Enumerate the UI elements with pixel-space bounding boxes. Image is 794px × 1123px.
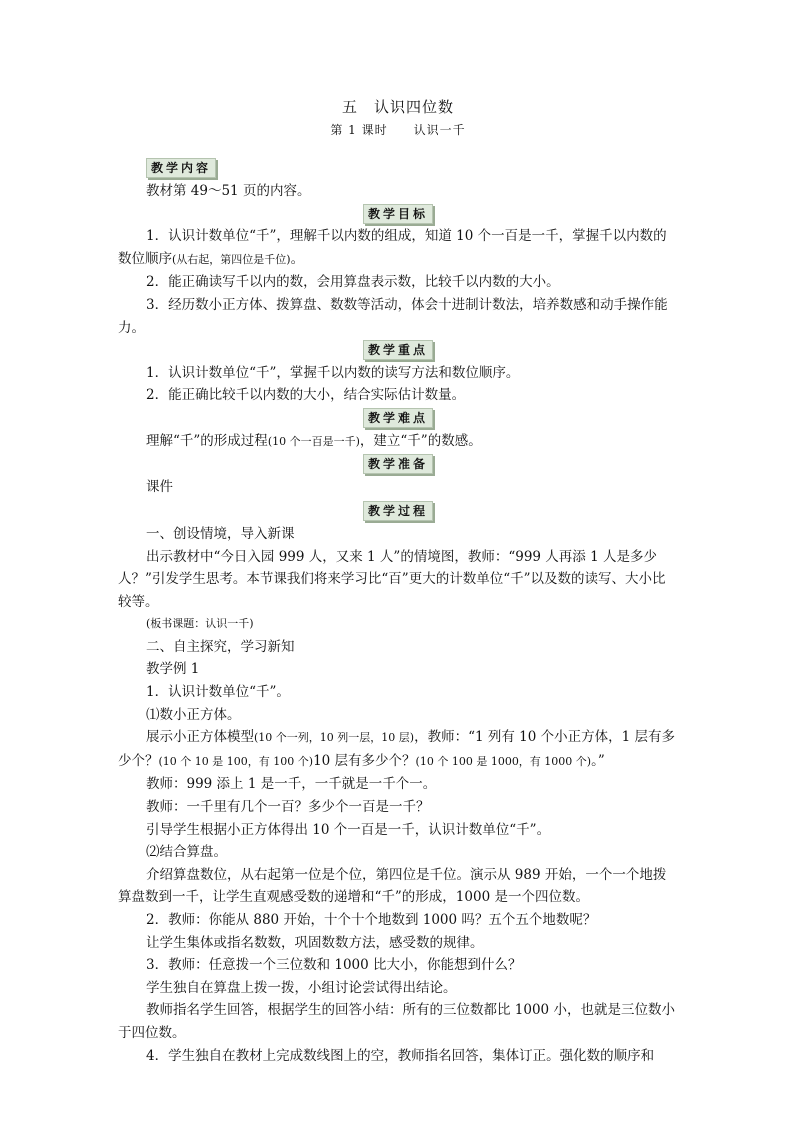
section-label-preparation: 教学准备 — [363, 454, 433, 474]
item-2-text: 让学生集体或指名数数，巩固数数方法，感受数的规律。 — [146, 934, 484, 951]
preparation-text: 课件 — [146, 478, 173, 495]
sub-item-2: ⑵结合算盘。 — [146, 844, 227, 861]
key-point-1: 1．认识计数单位“千”，掌握千以内数的读写方法和数位顺序。 — [146, 364, 520, 381]
item-2: 2．教师：你能从 880 开始，十个十个地数到 1000 吗？五个五个地数呢？ — [146, 912, 597, 928]
step-2-title: 二、自主探究，学习新知 — [146, 638, 295, 655]
teacher-line-1: 教师：999 添上 1 是一千，一千就是一千个一。 — [146, 776, 437, 793]
example-heading: 教学例 1 — [146, 661, 200, 678]
goal-1: 1．认识计数单位“千”，理解千以内数的组成，知道 10 个一百是一千，掌握千以内数的数位顺序(从右起，第四位是千位)。 — [118, 228, 667, 267]
section-label-difficulty: 教学难点 — [363, 408, 433, 428]
teacher-line-2: 教师：一千里有几个一百？多少个一百是一千？ — [146, 799, 430, 816]
sub-item-1: ⑴数小正方体。 — [146, 706, 241, 723]
goal-3: 3．经历数小正方体、拨算盘、数数等活动，体会十进制计数法，培养数感和动手操作能力。 — [118, 296, 668, 336]
step-1-title: 一、创设情境，导入新课 — [146, 525, 295, 542]
goal-2: 2．能正确读写千以内的数，会用算盘表示数，比较千以内数的大小。 — [146, 274, 560, 291]
section-label-key-points: 教学重点 — [363, 340, 433, 360]
difficulty-text: 理解“千”的形成过程(10 个一百是一千)，建立“千”的数感。 — [146, 432, 482, 449]
content-text: 教材第 49～51 页的内容。 — [146, 183, 311, 199]
item-1: 1．认识计数单位“千”。 — [146, 684, 290, 701]
lesson-plan — [118, 96, 678, 1067]
lesson-subtitle: 第 1 课时 认识一千 — [330, 123, 466, 137]
item-3-text: 学生独自在算盘上拨一拨，小组讨论尝试得出结论。 — [146, 979, 457, 996]
section-label-goals: 教学目标 — [363, 204, 433, 224]
section-label-process: 教学过程 — [363, 501, 433, 521]
step-1-text: 出示教材中“今日入园 999 人，又来 1 人”的情境图，教师：“999 人再添 1 人是多少人？”引发学生思考。本节课我们将来学习比“百”更大的计数单位“千”以及数的读写、大小比较等。 — [118, 548, 666, 610]
key-point-2: 2．能正确比较千以内数的大小，结合实际估计数量。 — [146, 387, 466, 404]
page-title: 五 认识四位数 — [341, 98, 454, 116]
sub-item-1-text: 展示小正方体模型(10 个一列，10 列一层，10 层)，教师：“1 列有 10 个小正方体，1 层有多少个？(10 个 10 是 100，有 100 个)10 层有多少个？(10 个 100 是 1000，有 1000 个)。” — [118, 729, 676, 769]
guide-text: 引导学生根据小正方体得出 10 个一百是一千，认识计数单位“千”。 — [146, 821, 551, 838]
sub-item-2-text: 介绍算盘数位，从右起第一位是个位，第四位是千位。演示从 989 开始，一个一个地拨算盘数到一千，让学生直观感受数的递增和“千”的形成，1000 是一个四位数。 — [118, 866, 667, 906]
item-3-summary: 教师指名学生回答，根据学生的回答小结：所有的三位数都比 1000 小，也就是三位数小于四位数。 — [118, 1002, 675, 1041]
item-3: 3．教师：任意拨一个三位数和 1000 比大小，你能想到什么？ — [146, 957, 522, 974]
difficulty-note: (10 个一百是一千) — [267, 434, 360, 448]
section-label-content: 教学内容 — [146, 158, 216, 178]
goal-1-note: (从右起，第四位是千位) — [172, 252, 291, 266]
board-note: (板书课题：认识一千) — [146, 617, 254, 631]
item-4: 4．学生独自在教材上完成数线图上的空，教师指名回答，集体订正。强化数的顺序和 — [146, 1047, 655, 1064]
